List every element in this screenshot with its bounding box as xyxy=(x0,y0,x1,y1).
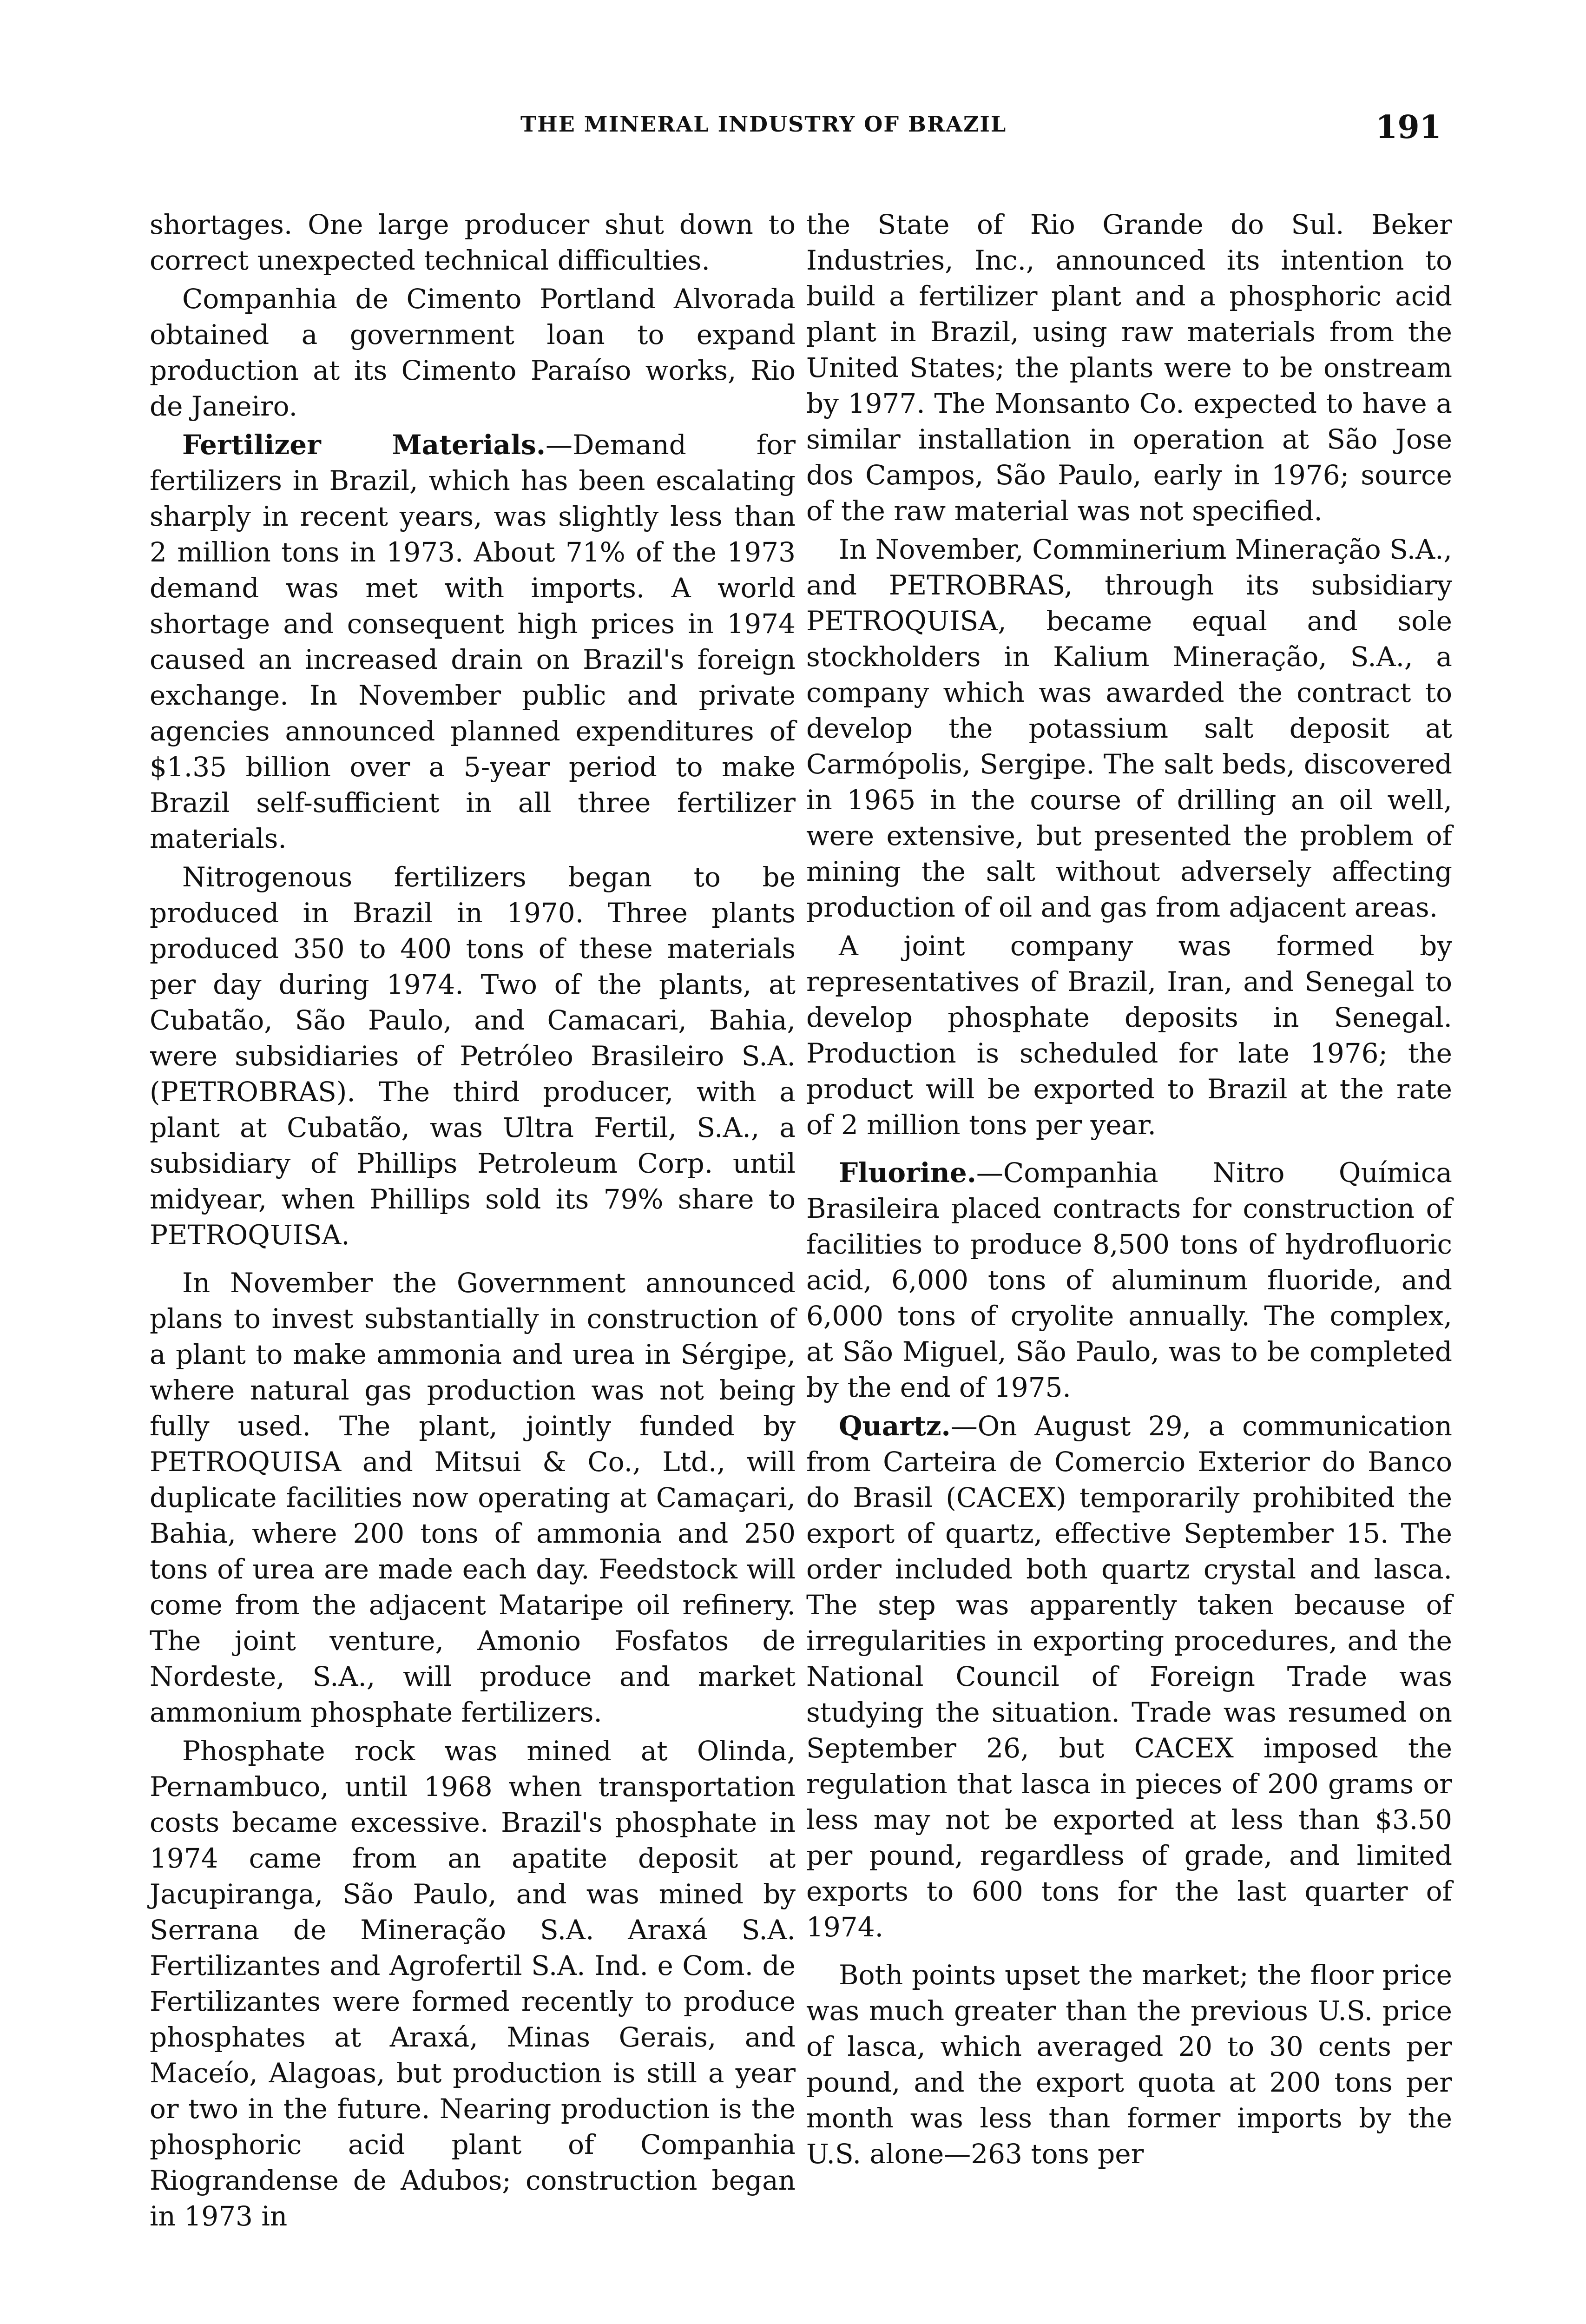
fertilizer-materials-text: —Demand for fertilizers in Brazil, which has been escalating sharply in recent years, was slightly less than 2 million tons in 1973. About 71% of the 1973 demand was met with imports. A world shortage and consequent high prices in 1974 caused an increased drain on Brazil's foreign exchange. In November public and private agencies announced planned expenditures of $1.35 billion over a 5-year period to make Brazil self-sufficient in all three fertilizer materials. xyxy=(150,429,796,854)
paragraph-rio-grande-do-sul: the State of Rio Grande do Sul. Beker Industries, Inc., announced its intention to build a fertilizer plant and a phosphoric acid plant in Brazil, using raw materials from the United States; the plants were to be onstream by 1977. The Monsanto Co. expected to have a similar installation in operation at São Jose dos Campos, São Paulo, early in 1976; source of the raw material was not specified. xyxy=(806,209,1452,527)
paragraph-phosphate-rock: Phosphate rock was mined at Olinda, Pernambuco, until 1968 when transportation costs became excessive. Brazil's phosphate in 1974 came from an apatite deposit at Jacupiranga, São Paulo, and was mined by Serrana de Mineração S.A. Araxá S.A. Fertilizantes and Agrofertil S.A. Ind. e Com. de Fertilizantes were formed recently to produce phosphates at Araxá, Minas Gerais, and Maceío, Alagoas, but production is still a year or two in the future. Nearing production is the phosphoric acid plant of Companhia Riograndense de Adubos; construction began in 1973 in xyxy=(150,1735,796,2232)
section-heading-fertilizer-materials: Fertilizer Materials. xyxy=(182,429,546,461)
paragraph-kalium-mineracao: In November, Comminerium Mineração S.A., and PETROBRAS, through its subsidiary PETROQUISA, became equal and sole stockholders in Kalium Mineração, S.A., a company which was awarded the contract to develop the potassium salt deposit at Carmópolis, Sergipe. The salt beds, discovered in 1965 in the course of drilling an oil well, were extensive, but presented the problem of mining the salt without adversely affecting production of oil and gas from adjacent areas. xyxy=(806,534,1452,923)
quartz-text: —On August 29, a communication from Carteira de Comercio Exterior do Banco do Brasil (CACEX) temporarily prohibited the export of quartz, effective September 15. The order included both quartz crystal and lasca. The step was apparently taken because of irregularities in exporting procedures, and the National Council of Foreign Trade was studying the situation. Trade was resumed on September 26, but CACEX imposed the regulation that lasca in pieces of 200 grams or less may not be exported at less than $3.50 per pound, regardless of grade, and limited exports to 600 tons for the last quarter of 1974. xyxy=(806,1410,1452,1943)
section-heading-quartz: Quartz. xyxy=(839,1410,951,1442)
section-heading-fluorine: Fluorine. xyxy=(839,1157,976,1188)
paragraph-senegal-joint-company: A joint company was formed by representatives of Brazil, Iran, and Senegal to develop phosphate deposits in Senegal. Production is scheduled for late 1976; the product will be exported to Brazil at the rate of 2 million tons per year. xyxy=(806,930,1452,1141)
left-column xyxy=(150,207,796,2234)
paragraph-fertilizer-materials xyxy=(150,427,796,857)
fluorine-text: —Companhia Nitro Química Brasileira placed contracts for construction of facilities to produce 8,500 tons of hydrofluoric acid, 6,000 tons of aluminum fluoride, and 6,000 tons of cryolite annually. The complex, at São Miguel, São Paulo, was to be completed by the end of 1975. xyxy=(806,1157,1452,1403)
paragraph-market-upset: Both points upset the market; the floor price was much greater than the previous U.S. price of lasca, which averaged 20 to 30 cents per pound, and the export quota at 200 tons per month was less than former imports by the U.S. alone—263 tons per xyxy=(806,1959,1452,2170)
paragraph-nitrogenous-fertilizers: Nitrogenous fertilizers began to be produced in Brazil in 1970. Three plants produced 350 to 400 tons of these materials per day during 1974. Two of the plants, at Cubatão, São Paulo, and Camacari, Bahia, were subsidiaries of Petróleo Brasileiro S.A. (PETROBRAS). The third producer, with a plant at Cubatão, was Ultra Fertil, S.A., a subsidiary of Phillips Petroleum Corp. until midyear, when Phillips sold its 79% share to PETROQUISA. xyxy=(150,861,796,1251)
paragraph-cimento-alvorada: Companhia de Cimento Portland Alvorada obtained a government loan to expand production at its Cimento Paraíso works, Rio de Janeiro. xyxy=(150,283,796,422)
right-column xyxy=(806,207,1452,2172)
paragraph-ammonia-urea-plant: In November the Government announced plans to invest substantially in construction of a plant to make ammonia and urea in Sérgipe, where natural gas production was not being fully used. The plant, jointly funded by PETROQUISA and Mitsui & Co., Ltd., will duplicate facilities now operating at Camaçari, Bahia, where 200 tons of ammonia and 250 tons of urea are made each day. Feedstock will come from the adjacent Mataripe oil refinery. The joint venture, Amonio Fosfatos de Nordeste, S.A., will produce and market ammonium phosphate fertilizers. xyxy=(150,1267,796,1728)
running-title: THE MINERAL INDUSTRY OF BRAZIL xyxy=(520,112,1007,137)
paragraph-fluorine xyxy=(806,1155,1452,1406)
paragraph-shortages: shortages. One large producer shut down to correct unexpected technical difficulties. xyxy=(150,209,796,276)
paragraph-quartz xyxy=(806,1408,1452,1945)
page-number: 191 xyxy=(1375,109,1441,146)
